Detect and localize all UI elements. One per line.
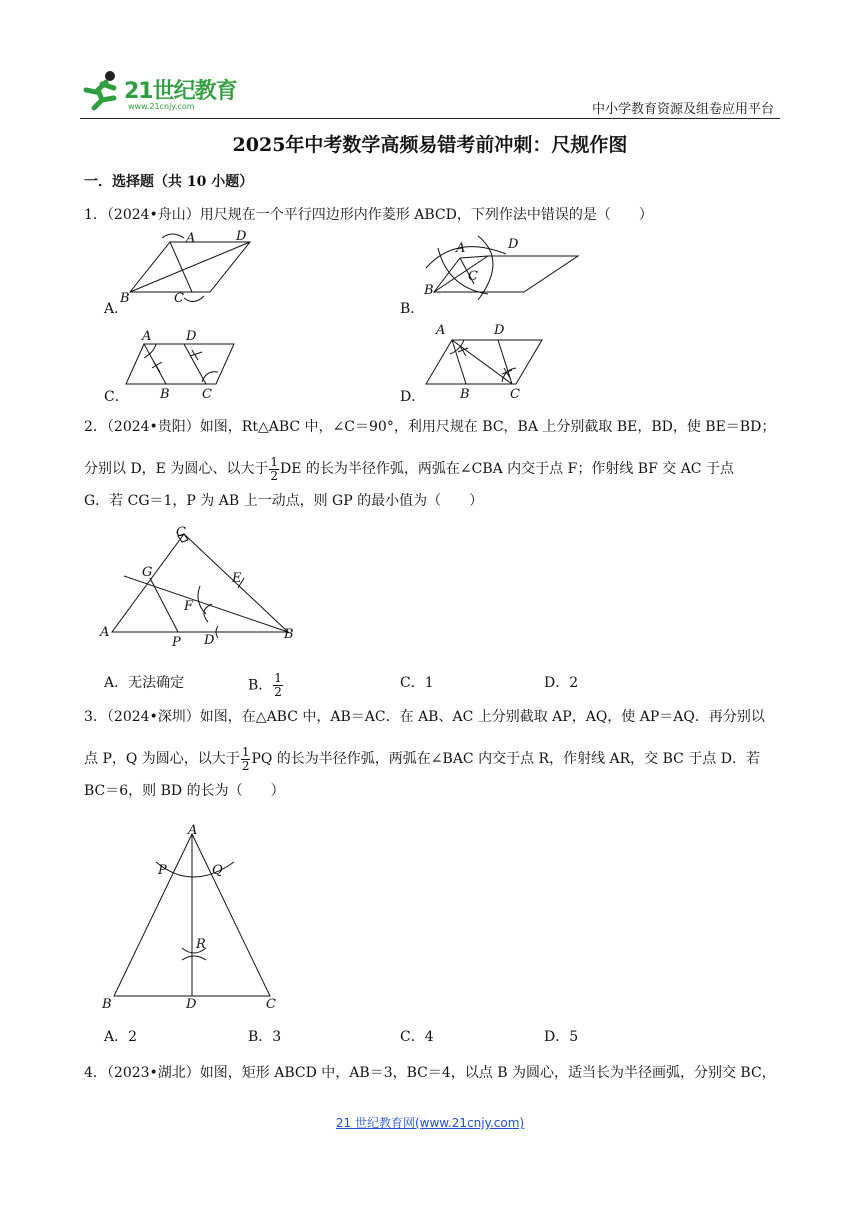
option-a-label: A． (104, 301, 129, 317)
label-c: C (202, 387, 212, 402)
fraction: $\frac{1}{2}$ (274, 671, 282, 699)
label-a: A (142, 329, 152, 344)
page-title: 2025年中考数学高频易错考前冲刺：尺规作图 (232, 134, 628, 156)
figure-q1-b (418, 228, 588, 308)
label-a: A (188, 823, 198, 838)
label-c: C (176, 525, 186, 540)
q2-option-a: A．无法确定 (104, 675, 185, 691)
label-b: B (120, 291, 130, 306)
platform-label: 中小学教育资源及组卷应用平台 (591, 102, 774, 117)
label-d: D (508, 237, 519, 252)
label-d: D (186, 997, 197, 1010)
section-heading: 一．选择题（共 10 小题） (84, 174, 254, 190)
label-a: A (456, 241, 466, 256)
question-text-line3: BC＝6，则 BD 的长为（ ） (84, 783, 285, 799)
label-b: B (160, 387, 170, 402)
figure-q2 (96, 524, 306, 652)
q3-option-b: B．3 (248, 1029, 282, 1045)
label-b: B (102, 997, 112, 1010)
logo (80, 66, 250, 118)
label-c: C (266, 997, 276, 1010)
question-text-line2b: DE 的长为半径作弧，两弧在∠CBA 内交于点 F；作射线 BF 交 AC 于点 (280, 461, 734, 477)
question-text-line2a: 点 P，Q 为圆心，以大于 (84, 751, 240, 767)
label-q: Q (212, 863, 223, 878)
q3-option-c: C．4 (400, 1029, 434, 1045)
label-d: D (186, 329, 197, 344)
question-text: （2023•湖北）如图，矩形 ABCD 中，AB＝3，BC＝4，以点 B 为圆心，适当长为半径画弧，分别交 BC， (106, 1065, 776, 1081)
runner-icon (80, 68, 124, 112)
figure-q1-d (418, 318, 558, 402)
question-number: 3． (84, 709, 107, 725)
logo-text: 21世纪教育 (124, 79, 237, 104)
label-c: C (468, 269, 478, 284)
option-c-label: C． (104, 389, 129, 405)
header-divider (80, 118, 780, 119)
label-a: A (100, 625, 110, 640)
question-text: （2024•舟山）用尺规在一个平行四边形内作菱形 ABCD，下列作法中错误的是（ ） (106, 207, 653, 223)
figure-q3 (98, 820, 288, 1010)
fraction: $\frac{1}{2}$ (270, 454, 278, 483)
q2-option-b: B． $\frac{1}{2}$ (248, 671, 282, 699)
figure-q1-a (118, 228, 268, 308)
label-b: B (460, 387, 470, 402)
figure-q1-c (118, 322, 248, 402)
footer-link[interactable]: 21 世纪教育网(www.21cnjy.com) (335, 1116, 525, 1130)
label-g: G (142, 565, 153, 580)
question-text-line1: （2024•深圳）如图，在△ABC 中，AB＝AC．在 AB、AC 上分别截取 AP，AQ，使 AP＝AQ．再分别以 (106, 709, 765, 725)
question-text-line2b: PQ 的长为半径作弧，两弧在∠BAC 内交于点 R，作射线 AR，交 BC 于点 D．若 (251, 751, 761, 767)
label-d: D (494, 323, 505, 338)
label-d: D (236, 229, 247, 244)
label-a: A (186, 231, 196, 246)
question-text-line1: （2024•贵阳）如图，Rt△ABC 中，∠C＝90°，利用尺规在 BC，BA 上分别截取 BE，BD，使 BE＝BD； (106, 419, 776, 435)
option-d-label: D． (400, 389, 426, 405)
label-f: F (184, 599, 194, 614)
question-number: 4． (84, 1065, 107, 1081)
label-p: P (172, 635, 181, 650)
fraction: $\frac{1}{2}$ (241, 744, 250, 773)
q2-option-c: C．1 (400, 675, 434, 691)
label-c: C (510, 387, 520, 402)
question-number: 1． (84, 207, 107, 223)
label-b: B (284, 627, 294, 642)
footer (0, 1114, 860, 1131)
option-b-label: B． (400, 301, 425, 317)
label-b: B (424, 283, 434, 298)
question-number: 2． (84, 419, 107, 435)
q3-option-a: A．2 (104, 1029, 138, 1045)
label-p: P (158, 863, 167, 878)
question-1 (84, 200, 776, 230)
q2-option-d: D．2 (544, 675, 579, 691)
question-text-line2a: 分别以 D，E 为圆心、以大于 (84, 461, 269, 477)
label-d: D (204, 633, 215, 648)
logo-url: www.21cnjy.com (128, 102, 195, 111)
question-text-line3: G．若 CG＝1，P 为 AB 上一动点，则 GP 的最小值为（ ） (84, 493, 484, 509)
question-2 (84, 412, 776, 516)
label-a: A (436, 323, 446, 338)
label-r: R (196, 937, 206, 952)
question-3 (84, 702, 776, 806)
question-4 (84, 1058, 776, 1088)
label-c: C (174, 291, 184, 306)
q3-option-d: D．5 (544, 1029, 579, 1045)
label-e: E (232, 571, 242, 586)
